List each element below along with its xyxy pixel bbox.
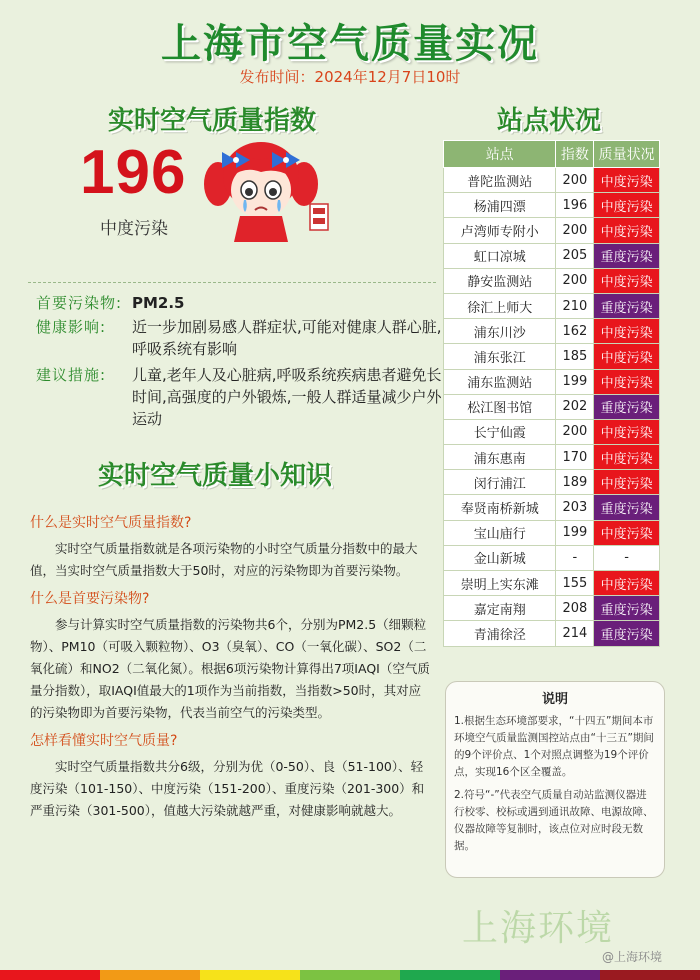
- station-status-badge: 重度污染: [594, 596, 660, 621]
- station-index: 162: [556, 319, 594, 344]
- station-name: 浦东张江: [444, 344, 556, 369]
- table-row: [444, 344, 660, 369]
- table-row: [444, 369, 660, 394]
- station-name: 卢湾师专附小: [444, 218, 556, 243]
- page-title: 上海市空气质量实况: [161, 20, 539, 67]
- station-status-badge: 重度污染: [594, 394, 660, 419]
- table-row: [444, 571, 660, 596]
- station-name: 浦东川沙: [444, 319, 556, 344]
- station-index: 199: [556, 520, 594, 545]
- station-index: 199: [556, 369, 594, 394]
- station-name: 宝山庙行: [444, 520, 556, 545]
- primary-pollutant-value: PM2.5: [132, 294, 185, 312]
- station-status-badge: 中度污染: [594, 520, 660, 545]
- table-row: [444, 168, 660, 193]
- aqi-heading: 实时空气质量指数: [108, 106, 317, 136]
- station-status-badge: 中度污染: [594, 268, 660, 293]
- station-name: 浦东监测站: [444, 369, 556, 394]
- station-index: 200: [556, 168, 594, 193]
- question-2: 什么是首要污染物?: [30, 591, 150, 607]
- color-bar-segment: [100, 970, 200, 980]
- table-row: [444, 596, 660, 621]
- color-bar-segment: [200, 970, 300, 980]
- station-name: 静安监测站: [444, 268, 556, 293]
- aqi-level: 中度污染: [100, 219, 168, 239]
- station-index: 200: [556, 218, 594, 243]
- advice-row: [36, 364, 442, 430]
- station-name: 奉贤南桥新城: [444, 495, 556, 520]
- station-name: 虹口凉城: [444, 243, 556, 268]
- health-impact-text: 近一步加剧易感人群症状,可能对健康人群心脏,呼吸系统有影响: [132, 318, 442, 358]
- advice-label: 建议措施:: [36, 366, 107, 384]
- station-index: 210: [556, 293, 594, 318]
- health-impact-label: 健康影响:: [36, 318, 107, 336]
- note-1: 1.根据生态环境部要求，“十四五”期间本市环境空气质量监测国控站点由“十三五”期间的9个评价点、1个对照点调整为19个评价点，实现16个区全覆盖。: [454, 715, 654, 778]
- watermark: @上海环境: [602, 950, 663, 964]
- station-status-badge: 重度污染: [594, 243, 660, 268]
- station-status-badge: 重度污染: [594, 495, 660, 520]
- color-bar-segment: [400, 970, 500, 980]
- health-impact-row: [36, 316, 442, 362]
- station-status-badge: 重度污染: [594, 293, 660, 318]
- color-bar: [0, 970, 700, 980]
- column-header-station: 站点: [444, 141, 556, 168]
- color-bar-segment: [600, 970, 700, 980]
- station-index: 205: [556, 243, 594, 268]
- notes-title: 说明: [541, 692, 568, 707]
- question-3: 怎样看懂实时空气质量?: [30, 733, 178, 749]
- station-status-badge: 中度污染: [594, 445, 660, 470]
- station-table: [443, 140, 660, 647]
- station-name: 长宁仙霞: [444, 419, 556, 444]
- station-index: 189: [556, 470, 594, 495]
- column-header-index: 指数: [556, 141, 594, 168]
- station-name: 金山新城: [444, 545, 556, 570]
- station-status-badge: 中度污染: [594, 168, 660, 193]
- table-row: [444, 621, 660, 646]
- station-name: 闵行浦江: [444, 470, 556, 495]
- advice-text: 儿童,老年人及心脏病,呼吸系统疾病患者避免长时间,高强度的户外锻炼,一般人群适量减少户外运动: [132, 366, 442, 428]
- note-2: 2.符号“-”代表空气质量自动站监测仪器进行校零、校标或遇到通讯故障、电源故障、仪器故障等复制时，该点位对应时段无数据。: [454, 789, 654, 852]
- table-row: [444, 520, 660, 545]
- station-index: 214: [556, 621, 594, 646]
- station-status-badge: -: [594, 545, 660, 570]
- answer-3: 实时空气质量指数共分6级，分别为优（0-50）、良（51-100）、轻度污染（101-150）、中度污染（151-200）、重度污染（201-300）和严重污染（301-500），值越大污染就越严重，对健康影响就越大。: [30, 759, 425, 818]
- answer-2: 参与计算实时空气质量指数的污染物共6个，分别为PM2.5（细颗粒物）、PM10（可吸入颗粒物）、O3（臭氧）、CO（一氧化碳）、SO2（二氧化硫）和NO2（二氧化氮）。根据6项污染物计算得出7项IAQI（空气质量分指数），取IAQI值最大的1项作为当前指数，当指数>50时，其对应的污染物即为首要污染物，代表当前空气的污染类型。: [30, 617, 430, 720]
- table-row: [444, 545, 660, 570]
- table-row: [444, 218, 660, 243]
- station-index: 200: [556, 419, 594, 444]
- station-index: 203: [556, 495, 594, 520]
- station-name: 崇明上实东滩: [444, 571, 556, 596]
- station-index: -: [556, 545, 594, 570]
- answer-1: 实时空气质量指数就是各项污染物的小时空气质量分指数中的最大值，当实时空气质量指数大于50时，对应的污染物即为首要污染物。: [30, 541, 418, 578]
- station-name: 普陀监测站: [444, 168, 556, 193]
- color-bar-segment: [0, 970, 100, 980]
- station-name: 杨浦四漂: [444, 193, 556, 218]
- brand-logo: 上海环境: [462, 908, 615, 949]
- table-row: [444, 419, 660, 444]
- station-name: 浦东惠南: [444, 445, 556, 470]
- notes-box: [445, 681, 665, 878]
- station-status-badge: 中度污染: [594, 218, 660, 243]
- question-1: 什么是实时空气质量指数?: [30, 515, 192, 531]
- station-index: 208: [556, 596, 594, 621]
- station-table-header: [444, 141, 660, 168]
- station-index: 200: [556, 268, 594, 293]
- table-row: [444, 193, 660, 218]
- column-header-status: 质量状况: [594, 141, 660, 168]
- knowledge-heading: 实时空气质量小知识: [98, 461, 333, 491]
- table-row: [444, 495, 660, 520]
- station-index: 202: [556, 394, 594, 419]
- primary-pollutant-row: [36, 292, 436, 314]
- station-status-badge: 重度污染: [594, 621, 660, 646]
- aqi-value: 196: [80, 138, 187, 207]
- knowledge-section: [30, 508, 430, 828]
- station-status-badge: 中度污染: [594, 344, 660, 369]
- station-status-badge: 中度污染: [594, 419, 660, 444]
- station-name: 青浦徐泾: [444, 621, 556, 646]
- station-status-badge: 中度污染: [594, 369, 660, 394]
- table-row: [444, 445, 660, 470]
- station-status-badge: 中度污染: [594, 571, 660, 596]
- station-index: 196: [556, 193, 594, 218]
- station-name: 徐汇上师大: [444, 293, 556, 318]
- table-row: [444, 293, 660, 318]
- station-name: 嘉定南翔: [444, 596, 556, 621]
- table-row: [444, 394, 660, 419]
- table-row: [444, 268, 660, 293]
- station-status-badge: 中度污染: [594, 319, 660, 344]
- station-status-badge: 中度污染: [594, 193, 660, 218]
- crying-girl-mascot-icon: [200, 132, 330, 242]
- table-row: [444, 470, 660, 495]
- table-row: [444, 319, 660, 344]
- station-index: 170: [556, 445, 594, 470]
- color-bar-segment: [300, 970, 400, 980]
- primary-pollutant-label: 首要污染物:: [36, 294, 123, 312]
- divider: [28, 282, 436, 283]
- station-index: 155: [556, 571, 594, 596]
- table-row: [444, 243, 660, 268]
- station-name: 松江图书馆: [444, 394, 556, 419]
- publish-time: 发布时间：2024年12月7日10时: [239, 68, 461, 86]
- station-status-badge: 中度污染: [594, 470, 660, 495]
- station-index: 185: [556, 344, 594, 369]
- color-bar-segment: [500, 970, 600, 980]
- station-heading: 站点状况: [497, 106, 602, 136]
